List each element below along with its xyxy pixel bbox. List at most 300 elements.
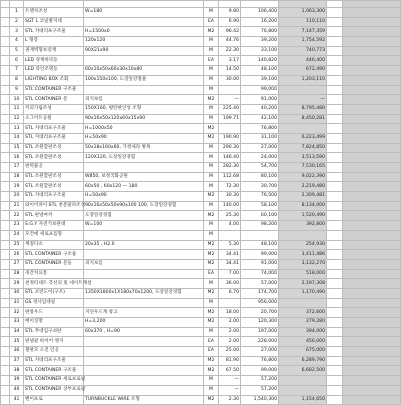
quantity-cell[interactable]: 2.00 — [219, 327, 241, 337]
unit-price-cell[interactable]: 60,100 — [241, 211, 279, 221]
blank-cell[interactable] — [327, 298, 343, 308]
gutter-cell[interactable] — [1, 143, 10, 153]
unit-price-cell[interactable] — [241, 230, 279, 240]
quantity-cell[interactable]: 18.00 — [219, 308, 241, 318]
gutter-cell[interactable] — [1, 230, 10, 240]
remarks-cell[interactable] — [343, 163, 401, 173]
row-number-cell[interactable]: 22 — [10, 211, 24, 221]
remarks-cell[interactable] — [343, 153, 401, 163]
item-name-cell[interactable]: L 형강 — [24, 37, 84, 47]
unit-cell[interactable]: M — [204, 8, 219, 18]
blank-cell[interactable] — [327, 95, 343, 105]
blank-cell[interactable] — [327, 37, 343, 47]
amount-cell[interactable]: 7,824,850 — [279, 143, 327, 153]
item-name-cell[interactable]: STL CONTAINER 구조물 — [24, 250, 84, 260]
gutter-cell[interactable] — [1, 95, 10, 105]
amount-cell[interactable]: 2,309,481 — [279, 192, 327, 202]
header-cell[interactable] — [279, 1, 327, 8]
item-name-cell[interactable]: 판창우드 — [24, 308, 84, 318]
amount-cell[interactable]: 3,513,590 — [279, 153, 327, 163]
item-spec-cell[interactable]: H=1500x0 — [84, 27, 204, 37]
quantity-cell[interactable]: 112.68 — [219, 172, 241, 182]
item-name-cell[interactable]: STL 포빈도어(구조) — [24, 288, 84, 298]
quantity-cell[interactable]: 5.30 — [219, 240, 241, 250]
item-name-cell[interactable]: STL 지대리프구조물 — [24, 356, 84, 366]
gutter-cell[interactable] — [1, 153, 10, 163]
unit-price-cell[interactable]: 1,540,300 — [241, 395, 279, 405]
unit-cell[interactable]: M2 — [204, 95, 219, 105]
item-name-cell[interactable]: 모건에 세로프를형 — [24, 230, 84, 240]
quantity-cell[interactable]: 9.80 — [219, 8, 241, 18]
item-name-cell[interactable]: STL 조원할판조성 — [24, 153, 84, 163]
unit-cell[interactable]: M2 — [204, 250, 219, 260]
row-number-cell[interactable]: 23 — [10, 221, 24, 231]
unit-price-cell[interactable]: 91,000 — [241, 95, 279, 105]
blank-cell[interactable] — [327, 385, 343, 395]
quantity-cell[interactable]: 2.30 — [219, 395, 241, 405]
remarks-cell[interactable] — [343, 385, 401, 395]
row-number-cell[interactable]: 16 — [10, 153, 24, 163]
unit-price-cell[interactable]: 39,200 — [241, 37, 279, 47]
item-name-cell[interactable]: 판력물공 — [24, 163, 84, 173]
row-number-cell[interactable]: 32 — [10, 308, 24, 318]
blank-cell[interactable] — [327, 327, 343, 337]
remarks-cell[interactable] — [343, 279, 401, 289]
item-name-cell[interactable]: 베이징망 — [24, 318, 84, 328]
unit-cell[interactable]: M2 — [204, 356, 219, 366]
gutter-cell[interactable] — [1, 124, 10, 134]
item-name-cell[interactable]: 경간커요통 — [24, 269, 84, 279]
remarks-cell[interactable] — [343, 124, 401, 134]
header-cell[interactable] — [327, 1, 343, 8]
amount-cell[interactable]: 446,400 — [279, 56, 327, 66]
gutter-cell[interactable] — [1, 269, 10, 279]
unit-price-cell[interactable]: 956,000 — [241, 298, 279, 308]
quantity-cell[interactable]: 34.41 — [219, 250, 241, 260]
unit-cell[interactable]: M — [204, 153, 219, 163]
unit-price-cell[interactable]: 80,100 — [241, 172, 279, 182]
remarks-cell[interactable] — [343, 395, 401, 405]
item-name-cell[interactable]: 와이어파이 STL 천문말파조성 — [24, 201, 84, 211]
unit-price-cell[interactable]: 30,700 — [241, 182, 279, 192]
remarks-cell[interactable] — [343, 250, 401, 260]
item-spec-cell[interactable]: W=100 — [84, 221, 204, 231]
amount-cell[interactable] — [279, 298, 327, 308]
item-name-cell[interactable]: 트랜치조성 — [24, 8, 84, 18]
quantity-cell[interactable]: 22.30 — [219, 46, 241, 56]
row-number-cell[interactable]: 37 — [10, 356, 24, 366]
remarks-cell[interactable] — [343, 356, 401, 366]
blank-cell[interactable] — [327, 211, 343, 221]
unit-cell[interactable]: M — [204, 75, 219, 85]
quantity-cell[interactable]: 6.70 — [219, 288, 241, 298]
item-spec-cell[interactable]: H=3,200 — [84, 318, 204, 328]
gutter-cell[interactable] — [1, 56, 10, 66]
blank-cell[interactable] — [327, 318, 343, 328]
blank-cell[interactable] — [327, 182, 343, 192]
item-spec-cell[interactable] — [84, 366, 204, 376]
row-number-cell[interactable]: 26 — [10, 250, 24, 260]
blank-cell[interactable] — [327, 114, 343, 124]
unit-cell[interactable]: M2 — [204, 192, 219, 202]
gutter-cell[interactable] — [1, 298, 10, 308]
unit-cell[interactable]: M — [204, 182, 219, 192]
gutter-cell[interactable] — [1, 221, 10, 231]
gutter-cell[interactable] — [1, 250, 10, 260]
gutter-cell[interactable] — [1, 201, 10, 211]
unit-cell[interactable]: M2 — [204, 395, 219, 405]
row-number-cell[interactable]: 8 — [10, 75, 24, 85]
gutter-cell[interactable] — [1, 385, 10, 395]
item-name-cell[interactable]: LED 경계바닥등 — [24, 56, 84, 66]
gutter-cell[interactable] — [1, 46, 10, 56]
remarks-cell[interactable] — [343, 337, 401, 347]
item-name-cell[interactable]: STL 지대리프구조물 — [24, 133, 84, 143]
gutter-cell[interactable] — [1, 240, 10, 250]
amount-cell[interactable]: — — [279, 95, 327, 105]
item-spec-cell[interactable] — [84, 385, 204, 395]
amount-cell[interactable]: 3,411,486 — [279, 250, 327, 260]
remarks-cell[interactable] — [343, 327, 401, 337]
item-name-cell[interactable]: STL 조원할판조성 — [24, 172, 84, 182]
unit-cell[interactable]: M2 — [204, 124, 219, 134]
unit-cell[interactable]: M2 — [204, 240, 219, 250]
quantity-cell[interactable]: — — [219, 95, 241, 105]
gutter-cell[interactable] — [1, 279, 10, 289]
item-name-cell[interactable]: STL CONTAINER 문들 — [24, 259, 84, 269]
gutter-cell[interactable] — [1, 85, 10, 95]
gutter-cell[interactable] — [1, 318, 10, 328]
item-name-cell[interactable]: STL CONTAINER 세로프로필 — [24, 376, 84, 386]
quantity-cell[interactable]: 140.00 — [219, 201, 241, 211]
gutter-cell[interactable] — [1, 17, 10, 27]
item-spec-cell[interactable] — [84, 298, 204, 308]
row-number-cell[interactable]: 9 — [10, 85, 24, 95]
amount-cell[interactable]: 1,520,490 — [279, 211, 327, 221]
row-number-cell[interactable]: 39 — [10, 376, 24, 386]
quantity-cell[interactable]: 25.00 — [219, 347, 241, 357]
blank-cell[interactable] — [327, 230, 343, 240]
gutter-cell[interactable] — [1, 37, 10, 47]
unit-price-cell[interactable]: 91,000 — [241, 259, 279, 269]
unit-price-cell[interactable]: 48,100 — [241, 66, 279, 76]
row-number-cell[interactable]: 41 — [10, 395, 24, 405]
unit-cell[interactable]: M — [204, 163, 219, 173]
quantity-cell[interactable]: 30.00 — [219, 75, 241, 85]
item-spec-cell[interactable] — [84, 347, 204, 357]
gutter-cell[interactable] — [1, 192, 10, 202]
item-name-cell[interactable]: 소그어트공원 — [24, 114, 84, 124]
quantity-cell[interactable]: 4.00 — [219, 221, 241, 231]
unit-price-cell[interactable]: 120,300 — [241, 318, 279, 328]
row-number-cell[interactable]: 28 — [10, 269, 24, 279]
unit-price-cell[interactable]: 106,400 — [241, 8, 279, 18]
unit-cell[interactable]: M — [204, 143, 219, 153]
quantity-cell[interactable]: — — [219, 376, 241, 386]
item-spec-cell[interactable]: 120X120, 도장잎강경혈 — [84, 153, 204, 163]
amount-cell[interactable]: 9,022,390 — [279, 172, 327, 182]
quantity-cell[interactable]: 2.00 — [219, 318, 241, 328]
remarks-cell[interactable] — [343, 240, 401, 250]
unit-cell[interactable]: M — [204, 104, 219, 114]
quantity-cell[interactable]: 36.00 — [219, 279, 241, 289]
unit-cell[interactable]: EA — [204, 269, 219, 279]
remarks-cell[interactable] — [343, 192, 401, 202]
row-number-cell[interactable]: 12 — [10, 114, 24, 124]
remarks-cell[interactable] — [343, 269, 401, 279]
header-cell[interactable] — [343, 1, 401, 8]
unit-price-cell[interactable]: 40,200 — [241, 104, 279, 114]
row-number-cell[interactable]: 14 — [10, 133, 24, 143]
blank-cell[interactable] — [327, 279, 343, 289]
item-spec-cell[interactable]: W850, 보정국화공원 — [84, 172, 204, 182]
blank-cell[interactable] — [327, 288, 343, 298]
unit-cell[interactable]: M — [204, 37, 219, 47]
row-number-cell[interactable]: 6 — [10, 56, 24, 66]
row-number-cell[interactable]: 29 — [10, 279, 24, 289]
item-spec-cell[interactable]: H=50x90 — [84, 133, 204, 143]
unit-cell[interactable]: M — [204, 85, 219, 95]
row-number-cell[interactable]: 24 — [10, 230, 24, 240]
blank-cell[interactable] — [327, 356, 343, 366]
row-number-cell[interactable]: 1 — [10, 8, 24, 18]
unit-cell[interactable]: M — [204, 66, 219, 76]
item-name-cell[interactable]: STL 지대리프구조물 — [24, 124, 84, 134]
quantity-cell[interactable]: 3.17 — [219, 56, 241, 66]
row-number-cell[interactable]: 40 — [10, 385, 24, 395]
item-spec-cell[interactable]: 100x150x100, 도장잎강철물 — [84, 75, 204, 85]
gutter-cell[interactable] — [1, 182, 10, 192]
item-spec-cell[interactable]: 60x370 , H=90 — [84, 327, 204, 337]
header-cell[interactable] — [241, 1, 279, 8]
item-spec-cell[interactable]: 피지보름 — [84, 259, 204, 269]
header-cell[interactable] — [24, 1, 84, 8]
unit-price-cell[interactable]: 57,200 — [241, 376, 279, 386]
item-spec-cell[interactable] — [84, 376, 204, 386]
quantity-cell[interactable]: 7.00 — [219, 269, 241, 279]
quantity-cell[interactable]: 225.40 — [219, 104, 241, 114]
item-spec-cell[interactable]: H=50x90 — [84, 192, 204, 202]
row-number-cell[interactable]: 36 — [10, 347, 24, 357]
unit-cell[interactable]: EA — [204, 347, 219, 357]
quantity-cell[interactable]: 72.30 — [219, 182, 241, 192]
unit-price-cell[interactable]: 54,700 — [241, 163, 279, 173]
item-name-cell[interactable]: STL 조원할판조성 — [24, 143, 84, 153]
remarks-cell[interactable] — [343, 85, 401, 95]
unit-price-cell[interactable]: 39,100 — [241, 75, 279, 85]
unit-price-cell[interactable]: 31,100 — [241, 133, 279, 143]
item-name-cell[interactable]: STL 지대리프구조물 — [24, 27, 84, 37]
blank-cell[interactable] — [327, 395, 343, 405]
item-spec-cell[interactable]: 150X160, 평탄판인성 조형 — [84, 104, 204, 114]
quantity-cell[interactable]: 44.76 — [219, 37, 241, 47]
gutter-cell[interactable] — [1, 356, 10, 366]
unit-cell[interactable]: M2 — [204, 133, 219, 143]
item-name-cell[interactable]: LIGHTING BOX 조화 — [24, 75, 84, 85]
unit-cell[interactable]: M — [204, 201, 219, 211]
unit-cell[interactable]: M — [204, 230, 219, 240]
blank-cell[interactable] — [327, 172, 343, 182]
row-number-cell[interactable]: 35 — [10, 337, 24, 347]
quantity-cell[interactable] — [219, 124, 241, 134]
row-number-cell[interactable]: 18 — [10, 172, 24, 182]
unit-price-cell[interactable]: 99,000 — [241, 85, 279, 95]
unit-price-cell[interactable]: 42,100 — [241, 114, 279, 124]
remarks-cell[interactable] — [343, 17, 401, 27]
amount-cell[interactable]: 392,800 — [279, 221, 327, 231]
remarks-cell[interactable] — [343, 104, 401, 114]
unit-cell[interactable]: M — [204, 46, 219, 56]
blank-cell[interactable] — [327, 56, 343, 66]
row-number-cell[interactable]: 25 — [10, 240, 24, 250]
quantity-cell[interactable] — [219, 298, 241, 308]
unit-price-cell[interactable]: 27,000 — [241, 347, 279, 357]
item-spec-cell[interactable]: 90X21x90 — [84, 46, 204, 56]
row-number-cell[interactable]: 33 — [10, 318, 24, 328]
quantity-cell[interactable]: 290.30 — [219, 143, 241, 153]
amount-cell[interactable]: 8,450,281 — [279, 114, 327, 124]
gutter-cell[interactable] — [1, 104, 10, 114]
gutter-cell[interactable] — [1, 1, 10, 8]
unit-cell[interactable]: M2 — [204, 308, 219, 318]
row-number-cell[interactable]: 5 — [10, 46, 24, 56]
unit-price-cell[interactable]: 228,000 — [241, 337, 279, 347]
remarks-cell[interactable] — [343, 66, 401, 76]
unit-cell[interactable]: M — [204, 327, 219, 337]
amount-cell[interactable]: 456,000 — [279, 337, 327, 347]
gutter-cell[interactable] — [1, 288, 10, 298]
unit-price-cell[interactable]: 99,000 — [241, 250, 279, 260]
amount-cell[interactable]: 675,000 — [279, 347, 327, 357]
item-spec-cell[interactable]: H=1000x50 — [84, 124, 204, 134]
unit-price-cell[interactable]: 174,700 — [241, 288, 279, 298]
item-spec-cell[interactable] — [84, 17, 204, 27]
blank-cell[interactable] — [327, 201, 343, 211]
gutter-cell[interactable] — [1, 133, 10, 143]
quantity-cell[interactable]: 30.30 — [219, 192, 241, 202]
remarks-cell[interactable] — [343, 211, 401, 221]
blank-cell[interactable] — [327, 250, 343, 260]
item-spec-cell[interactable]: 90x16x50x50x90x100 100, 도장잎강경혈 — [84, 201, 204, 211]
gutter-cell[interactable] — [1, 172, 10, 182]
unit-cell[interactable]: M — [204, 298, 219, 308]
item-spec-cell[interactable] — [84, 56, 204, 66]
remarks-cell[interactable] — [343, 95, 401, 105]
amount-cell[interactable]: 8,795,480 — [279, 104, 327, 114]
unit-price-cell[interactable]: 24,000 — [241, 153, 279, 163]
item-spec-cell[interactable] — [84, 163, 204, 173]
amount-cell[interactable]: 1,063,300 — [279, 8, 327, 18]
blank-cell[interactable] — [327, 337, 343, 347]
quantity-cell[interactable]: 67.50 — [219, 366, 241, 376]
blank-cell[interactable] — [327, 308, 343, 318]
item-name-cell[interactable]: 판넬쿨 바이어 엣지 — [24, 337, 84, 347]
blank-cell[interactable] — [327, 46, 343, 56]
unit-price-cell[interactable]: 74,000 — [241, 269, 279, 279]
item-name-cell[interactable]: STL 지대리프구조물 — [24, 192, 84, 202]
item-name-cell[interactable]: 밴이프로 — [24, 395, 84, 405]
item-spec-cell[interactable]: 90x16x50x120x60x15x90 — [84, 114, 204, 124]
item-name-cell[interactable]: 계절다츠 — [24, 240, 84, 250]
quantity-cell[interactable] — [219, 85, 241, 95]
gutter-cell[interactable] — [1, 75, 10, 85]
item-name-cell[interactable]: S.G.Y 자전거보관대 — [24, 221, 84, 231]
row-number-cell[interactable]: 10 — [10, 95, 24, 105]
row-number-cell[interactable]: 2 — [10, 17, 24, 27]
unit-price-cell[interactable]: 76,800 — [241, 356, 279, 366]
row-number-cell[interactable]: 7 — [10, 66, 24, 76]
unit-cell[interactable]: M2 — [204, 259, 219, 269]
item-name-cell[interactable]: 천정티네트 측선의 및 세이트계설 — [24, 279, 84, 289]
unit-cell[interactable]: M2 — [204, 27, 219, 37]
row-number-cell[interactable]: 38 — [10, 366, 24, 376]
blank-cell[interactable] — [327, 221, 343, 231]
remarks-cell[interactable] — [343, 37, 401, 47]
unit-price-cell[interactable]: 58,100 — [241, 201, 279, 211]
unit-price-cell[interactable]: 16,200 — [241, 17, 279, 27]
unit-price-cell[interactable]: 76,800 — [241, 27, 279, 37]
item-name-cell[interactable]: STL 조원할판조성 — [24, 182, 84, 192]
remarks-cell[interactable] — [343, 298, 401, 308]
row-number-cell[interactable]: 13 — [10, 124, 24, 134]
item-spec-cell[interactable] — [84, 230, 204, 240]
row-number-cell[interactable]: 19 — [10, 182, 24, 192]
gutter-cell[interactable] — [1, 327, 10, 337]
quantity-cell[interactable]: 25.30 — [219, 211, 241, 221]
unit-cell[interactable]: M — [204, 376, 219, 386]
blank-cell[interactable] — [327, 85, 343, 95]
unit-price-cell[interactable]: 76,500 — [241, 192, 279, 202]
unit-price-cell[interactable]: 48,100 — [241, 240, 279, 250]
unit-price-cell[interactable]: 140,820 — [241, 56, 279, 66]
item-spec-cell[interactable]: TURNBUCKLE WIRE 조형 — [84, 395, 204, 405]
amount-cell[interactable]: 372,600 — [279, 308, 327, 318]
item-name-cell[interactable]: STL 판넬마커 — [24, 211, 84, 221]
item-spec-cell[interactable]: 20x35 , H2.0 — [84, 240, 204, 250]
row-number-cell[interactable]: 17 — [10, 163, 24, 173]
unit-cell[interactable]: M — [204, 221, 219, 231]
item-spec-cell[interactable]: 60x50 , 60x120 — 180 — [84, 182, 204, 192]
item-spec-cell[interactable] — [84, 250, 204, 260]
blank-cell[interactable] — [327, 153, 343, 163]
blank-cell[interactable] — [327, 66, 343, 76]
item-spec-cell[interactable] — [84, 85, 204, 95]
amount-cell[interactable]: 740,773 — [279, 46, 327, 56]
amount-cell[interactable]: 394,000 — [279, 327, 327, 337]
remarks-cell[interactable] — [343, 172, 401, 182]
remarks-cell[interactable] — [343, 230, 401, 240]
amount-cell[interactable] — [279, 376, 327, 386]
amount-cell[interactable]: 6,289,790 — [279, 356, 327, 366]
quantity-cell[interactable]: 282.30 — [219, 163, 241, 173]
unit-price-cell[interactable]: 98,200 — [241, 221, 279, 231]
header-cell[interactable] — [10, 1, 24, 8]
unit-cell[interactable]: EA — [204, 56, 219, 66]
remarks-cell[interactable] — [343, 143, 401, 153]
quantity-cell[interactable] — [219, 230, 241, 240]
row-number-cell[interactable]: 34 — [10, 327, 24, 337]
remarks-cell[interactable] — [343, 259, 401, 269]
unit-cell[interactable]: M2 — [204, 318, 219, 328]
quantity-cell[interactable]: 190.90 — [219, 133, 241, 143]
row-number-cell[interactable]: 3 — [10, 27, 24, 37]
amount-cell[interactable] — [279, 85, 327, 95]
unit-cell[interactable]: M — [204, 172, 219, 182]
unit-cell[interactable]: EA — [204, 17, 219, 27]
blank-cell[interactable] — [327, 259, 343, 269]
amount-cell[interactable]: 518,000 — [279, 269, 327, 279]
item-name-cell[interactable]: STL 무대입구쇠판 — [24, 327, 84, 337]
